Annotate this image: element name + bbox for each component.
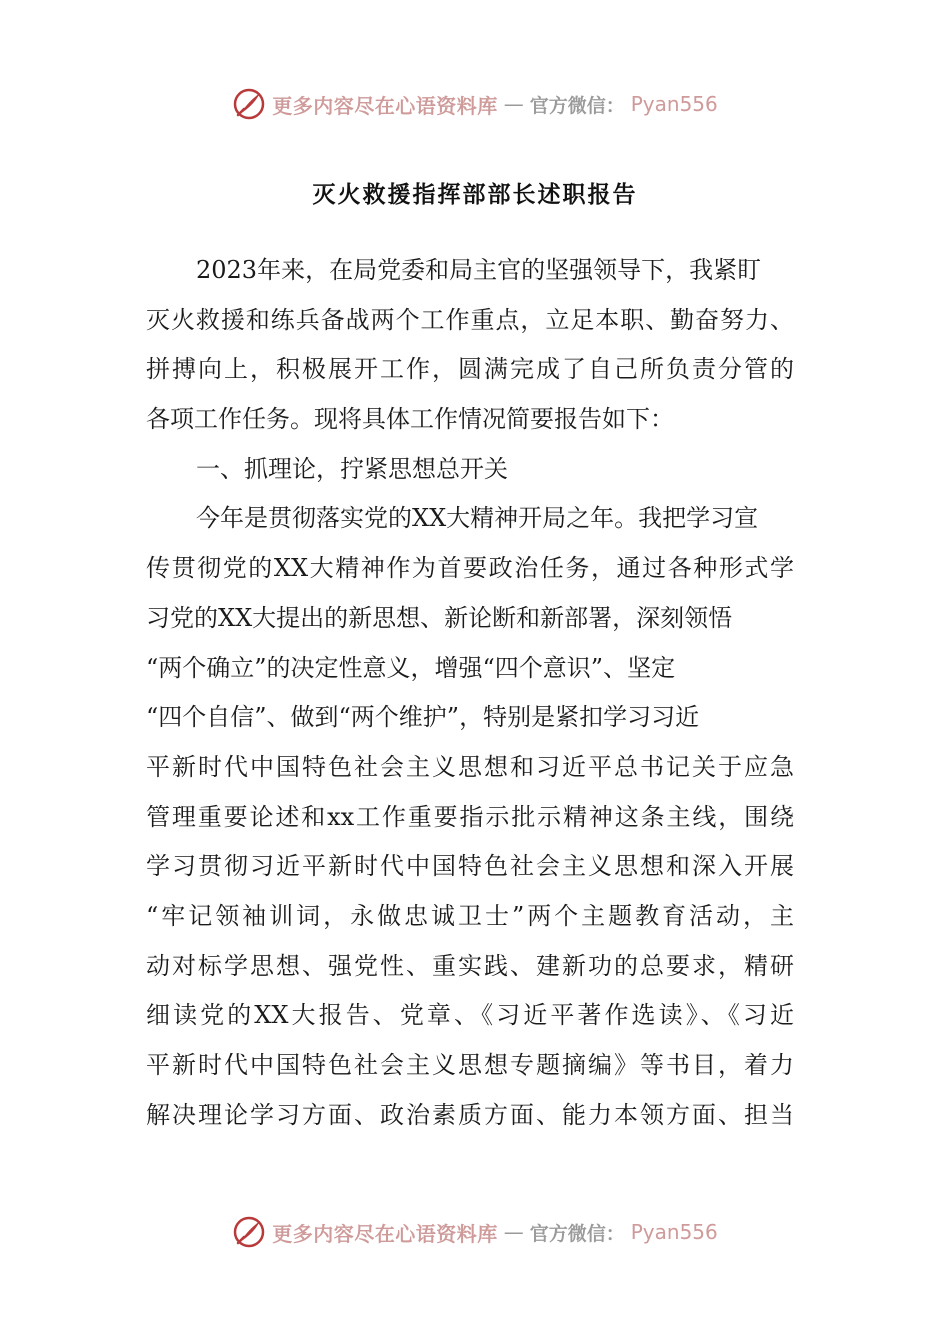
text-line: 灭火救援和练兵备战两个工作重点，立足本职、勤奋努力、	[146, 305, 794, 334]
text-line: 平新时代中国特色社会主义思想专题摘编》等书目，着力	[146, 1051, 794, 1079]
text-line: 各项工作任务。现将具体工作情况简要报告如下：	[146, 405, 674, 434]
text-line: “牢记领袖训词，永做忠诚卫士”两个主题教育活动，主	[146, 901, 794, 930]
text-line: 习党的XX大提出的新思想、新论断和新部署，深刻领悟	[146, 603, 733, 632]
quill-pen-icon	[232, 1215, 266, 1249]
text-line: 平新时代中国特色社会主义思想和习近平总书记关于应急	[146, 752, 794, 781]
text-line: 学习贯彻习近平新时代中国特色社会主义思想和深入开展	[146, 852, 794, 881]
text-line: 今年是贯彻落实党的XX大精神开局之年。我把学习宣	[196, 504, 759, 533]
text-line: 传贯彻党的XX大精神作为首要政治任务，通过各种形式学	[146, 554, 794, 583]
text-line: 2023年来，在局党委和局主官的坚强领导下，我紧盯	[196, 256, 762, 284]
quill-pen-icon	[232, 87, 266, 121]
watermark-wechat-id: Pyan556	[630, 1220, 718, 1244]
watermark-separator: —	[503, 1220, 524, 1244]
text-line: 动对标学思想、强党性、重实践、建新功的总要求，精研	[146, 951, 794, 980]
text-line: “两个确立”的决定性意义，增强“四个意识”、坚定	[146, 653, 676, 682]
text-line: 解决理论学习方面、政治素质方面、能力本领方面、担当	[146, 1100, 794, 1129]
document-body	[146, 246, 794, 1140]
watermark-main-text: 更多内容尽在心语资料库	[272, 93, 498, 118]
text-line: 拼搏向上，积极展开工作，圆满完成了自己所负责分管的	[146, 355, 794, 384]
section-heading: 一、抓理论，拧紧思想总开关	[196, 454, 508, 483]
watermark-separator: —	[503, 92, 524, 116]
watermark-wechat-label: 官方微信：	[529, 1222, 625, 1245]
text-line: “四个自信”、做到“两个维护”，特别是紧扣学习习近	[146, 703, 700, 732]
watermark-wechat-label: 官方微信：	[529, 94, 625, 117]
footer-watermark	[0, 1210, 950, 1254]
text-line: 细读党的XX大报告、党章、《习近平著作选读》、《习近	[146, 1001, 794, 1030]
header-watermark	[0, 82, 950, 126]
watermark-wechat-id: Pyan556	[630, 92, 718, 116]
document-title: 灭火救援指挥部部长述职报告	[312, 182, 638, 208]
text-line: 管理重要论述和xx工作重要指示批示精神这条主线，围绕	[146, 802, 794, 831]
watermark-main-text: 更多内容尽在心语资料库	[272, 1221, 498, 1246]
